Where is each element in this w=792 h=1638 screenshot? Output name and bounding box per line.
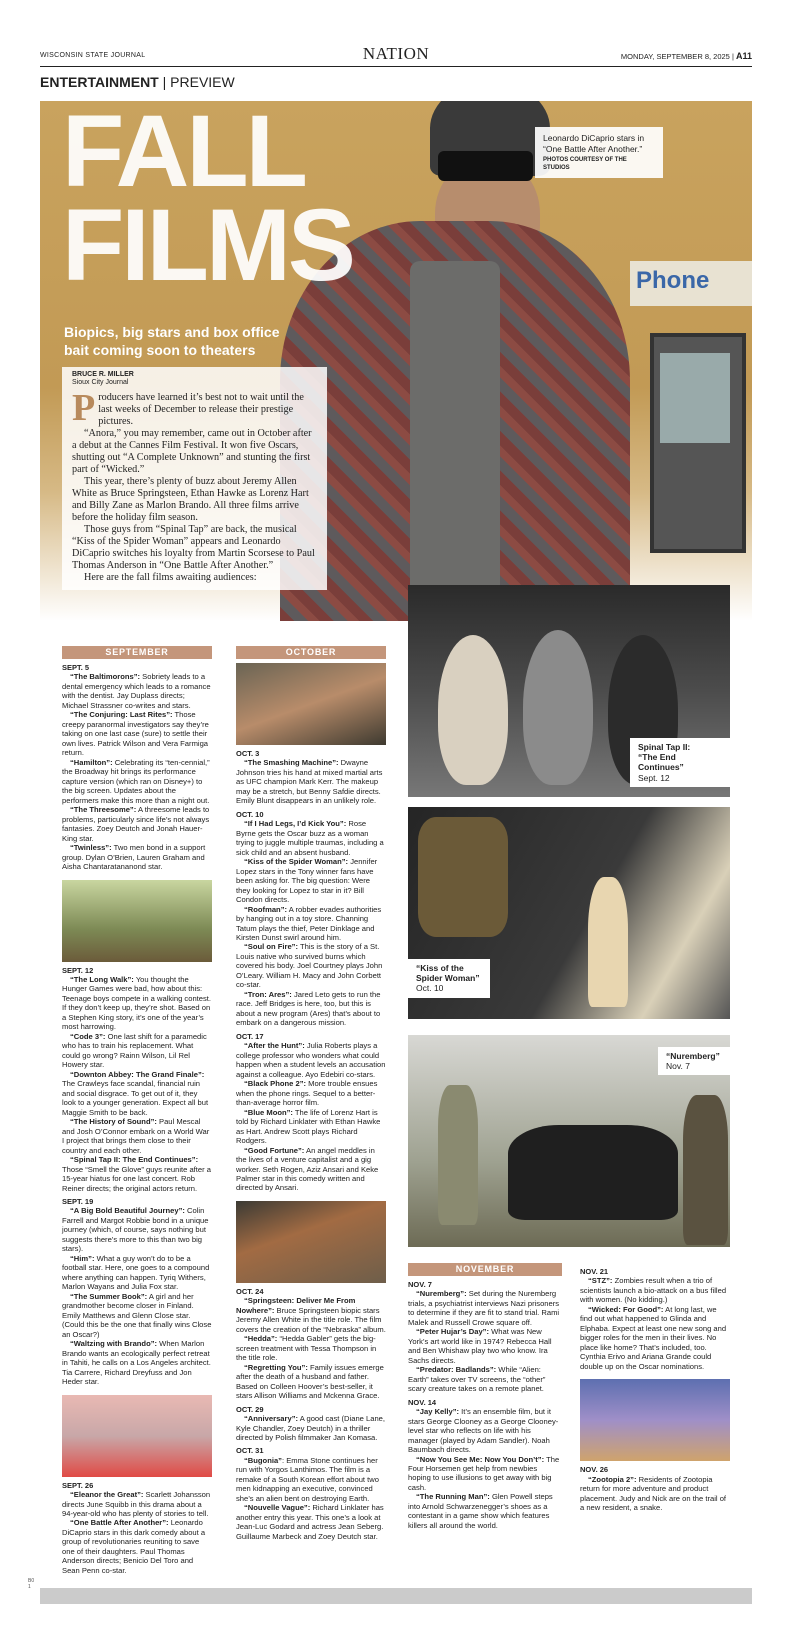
- film-description: Dwayne Johnson tries his hand at mixed martial arts as UFC champion Mark Kerr. The makeup may be a stretch, but Benny Safdie directs. Emily Blunt disappears in an unlikely role.: [236, 758, 383, 806]
- film-description: “Hedda Gabler” gets the big-screen treatment with Tessa Thompson in the title role.: [236, 1334, 377, 1363]
- film-title: “Him”:: [70, 1253, 95, 1263]
- film-entry: [236, 1363, 386, 1401]
- film-description: Richard Linklater has another entry this year. This one’s a look at Jean-Luc Godard and actress Jean Seberg. Guillaume Marbeck and Zoey Deutch star.: [236, 1503, 384, 1541]
- film-list: [580, 1276, 730, 1371]
- film-entry: [62, 843, 212, 871]
- payphone-panel: [660, 353, 730, 443]
- film-title: “Downton Abbey: The Grand Finale”:: [70, 1069, 205, 1079]
- intro-paragraph: “Anora,” you may remember, came out in October after a debut at the Cannes Film Festival. It won five Oscars, shutting out “A Complete Unknown” and stunting the first part of “Wicked.”: [72, 427, 312, 475]
- film-description: When Marlon Brando wants an ecologically perfect retreat in Tahiti, he calls on a Los Angeles architect. Tia Carrere, Richard Dreyfuss and Jon Heder star.: [62, 1339, 211, 1387]
- photo-caption: Leonardo DiCaprio stars in “One Battle After Another.”: [543, 133, 645, 154]
- film-entry: [236, 1146, 386, 1193]
- film-description: Set during the Nuremberg trials, a psychiatrist interviews Nazi prisoners to determine if they are fit to stand trial. Rami Malek and Russell Crowe square off.: [408, 1289, 560, 1327]
- film-entry: [408, 1327, 562, 1365]
- film-list: [62, 1206, 212, 1386]
- section-label-sub: PREVIEW: [170, 74, 235, 90]
- smashing-machine-photo: [236, 663, 386, 745]
- film-title: “Kiss of the Spider Woman”:: [244, 857, 349, 867]
- header-separator: |: [731, 52, 734, 61]
- film-description: Jared Leto gets to run the race. Jeff Bridges is here, too, but this is about a new program (Ares) that’s about to embark on a dangerous mission.: [236, 989, 381, 1028]
- film-title: “STZ”:: [588, 1276, 613, 1286]
- film-title: “Predator: Badlands”:: [416, 1365, 497, 1375]
- film-title: “Nouvelle Vague”:: [244, 1503, 311, 1513]
- film-entry: [236, 1041, 386, 1079]
- film-description: A good cast (Diane Lane, Kyle Chandler, Zoey Deutch) in a thriller directed by Polish filmmaker Jan Komasa.: [236, 1414, 385, 1442]
- film-description: The Crawleys face scandal, financial ruin and social disgrace. To get out of it, they look to a younger generation. Expect all but Maggie Smith to be back.: [62, 1079, 209, 1117]
- phone-sign: Phone: [630, 261, 752, 306]
- film-title: “Anniversary”:: [244, 1414, 299, 1424]
- film-description: : Emma Stone continues her run with Yorgos Lanthimos. The film is a remake of a South Korean effort about two men kidnapping an executive, convinced she’s an alien bent on destroying Earth.: [236, 1455, 379, 1503]
- film-list: [236, 758, 386, 805]
- film-title: “Hedda”:: [244, 1334, 278, 1344]
- film-description: What was New York’s art world like in 1974? Rebecca Hall and Ben Whishaw play two who know. Ira Sachs directs.: [408, 1327, 552, 1365]
- film-title: “The Conjuring: Last Rites”:: [70, 710, 173, 720]
- film-list: [580, 1475, 730, 1513]
- nuremberg-photo: [408, 1035, 730, 1247]
- film-entry: [62, 975, 212, 1032]
- film-title: “Roofman”:: [244, 904, 288, 914]
- intro-paragraph: Producers have learned it’s best not to wait until the last weeks of December to release their prestige pictures.: [72, 386, 304, 429]
- photo-credit: PHOTOS COURTESY OF THE STUDIOS: [543, 157, 627, 171]
- section-label-separator: |: [162, 74, 167, 90]
- film-entry: [236, 905, 386, 943]
- september-column: [62, 646, 212, 1575]
- film-entry: [236, 1503, 386, 1541]
- film-list: [62, 1490, 212, 1575]
- page-number: A11: [735, 51, 752, 61]
- film-description: The life of Lorenz Hart is told by Richard Linklater with Ethan Hawke as Hart. Andrew Scott plays Richard Rodgers.: [236, 1107, 381, 1146]
- date-heading: SEPT. 19: [62, 1197, 94, 1207]
- film-entry: [62, 1206, 212, 1253]
- film-description: Two men bond in a support group. Dylan O’Brien, Lauren Graham and Aisha Chantaratananond star.: [62, 843, 206, 872]
- film-title: “After the Hunt”:: [244, 1041, 305, 1051]
- film-description: Zombies result when a trio of scientists launch a bio-attack on a bus filled with women. (No kidding.): [580, 1276, 727, 1305]
- month-header-november: NOVEMBER: [408, 1263, 562, 1276]
- film-title: “Eleanor the Great”:: [70, 1490, 144, 1500]
- date-heading: OCT. 31: [236, 1446, 264, 1456]
- film-entry: [62, 1339, 212, 1386]
- long-walk-photo: [62, 880, 212, 962]
- dancer: [588, 877, 628, 1007]
- month-header-september: SEPTEMBER: [62, 646, 212, 659]
- film-description: Colin Farrell and Margot Robbie bond in a unique journey (which, of course, says nothing but suggests there’s more to this than two big stars).: [62, 1206, 209, 1254]
- film-entry: [236, 819, 386, 857]
- kiss-spider-woman-caption: “Kiss of the Spider Woman” Oct. 10: [408, 959, 490, 998]
- intro-paragraph: Those guys from “Spinal Tap” are back, the musical “Kiss of the Spider Woman” appears and Leonardo DiCaprio switches his loyalty from Martin Scorsese to Paul Thomas Anderson in “One Battle After Another.”: [72, 523, 315, 571]
- film-entry: [408, 1365, 562, 1393]
- film-title: “Springsteen: Deliver Me From Nowhere”:: [236, 1296, 356, 1315]
- film-list: [236, 819, 386, 1028]
- film-entry: [580, 1276, 730, 1304]
- film-description: Jennifer Lopez stars in the Tony winner fans have been asking for. The big question: Were they looking for Lopez to star in it? Bill Condon directs.: [236, 857, 378, 905]
- film-description: Residents of Zootopia return for more adventure and product placement. Judy and Nick are on the trail of a new resident, a snake.: [580, 1474, 727, 1513]
- film-description: One last shift for a paramedic who has to train his replacement. What could go wrong? Rainn Wilson, Lil Rel Howery star.: [62, 1031, 207, 1070]
- film-title: “Now You See Me: Now You Don’t”:: [416, 1454, 545, 1464]
- date-heading: OCT. 29: [236, 1404, 264, 1414]
- film-list: [236, 1296, 386, 1400]
- film-entry: [62, 805, 212, 843]
- film-entry: [62, 1292, 212, 1339]
- film-title: “Jay Kelly”:: [416, 1407, 460, 1417]
- film-title: “The Summer Book”:: [70, 1291, 148, 1301]
- film-list: [62, 672, 212, 871]
- film-description: Bruce Springsteen biopic stars Jeremy Allen White in the title role. The film covers the creation of the “Nebraska” album.: [236, 1305, 386, 1334]
- hero-subtitle: Biopics, big stars and box office bait coming soon to theaters: [64, 324, 280, 359]
- date-heading: OCT. 24: [236, 1286, 264, 1296]
- film-title: “If I Had Legs, I’d Kick You”:: [244, 819, 347, 829]
- film-title: “The Long Walk”:: [70, 974, 134, 984]
- film-title: “Peter Hujar’s Day”:: [416, 1327, 490, 1337]
- film-description: Leonardo DiCaprio stars in this dark comedy about a group of revolutionaries reuniting to save one of their daughters. Paul Thomas Anderson directs; Benicio Del Toro and Sean Penn co-star.: [62, 1518, 206, 1575]
- zootopia-photo: [580, 1379, 730, 1461]
- film-description: It’s an ensemble film, but it stars George Clooney as a George Clooney-level star who reflects on life with his manager (played by Adam Sandler). Noah Baumbach directs.: [408, 1407, 559, 1455]
- film-title: “Good Fortune”:: [244, 1145, 305, 1155]
- issue-date: MONDAY, SEPTEMBER 8, 2025: [620, 52, 730, 61]
- film-description: Glen Powell steps into Arnold Schwarzenegger’s shoes as a contestant in a game show which features killers all around the world.: [408, 1492, 553, 1530]
- film-title: “The Threesome”:: [70, 805, 137, 815]
- film-entry: [408, 1492, 562, 1530]
- section-label-main: ENTERTAINMENT: [40, 74, 159, 90]
- film-entry: [236, 1414, 386, 1442]
- header-rule: [40, 66, 752, 67]
- intro-paragraph: Here are the fall films awaiting audiences:: [84, 571, 257, 583]
- section-label: [40, 74, 235, 90]
- film-entry: [236, 1079, 386, 1107]
- eleanor-photo: [62, 1395, 212, 1477]
- film-list: [408, 1289, 562, 1393]
- kiss-spider-woman-photo: [408, 807, 730, 1019]
- intro-paragraph: This year, there’s plenty of buzz about Jeremy Allen White as Bruce Springsteen, Ethan Hawke as Lorenz Hart and Billy Zane as Marlon Brando. All three films arrive before the holiday film season.: [72, 475, 309, 523]
- page-code: B0 1: [28, 1578, 35, 1590]
- film-description: Celebrating its “ten-cennial,” the Broadway hit brings its performance capture version (which ran on Disney+) to the big screen. Updates about the performers make this more than a night out.: [62, 757, 210, 805]
- date-heading: NOV. 7: [408, 1280, 432, 1289]
- film-description: Scarlett Johansson directs June Squibb in this drama about a 94-year-old who has plenty of stories to tell.: [62, 1490, 211, 1518]
- film-entry: [62, 1155, 212, 1193]
- film-title: “Hamilton”:: [70, 757, 113, 767]
- date-heading: SEPT. 5: [62, 663, 90, 672]
- hero-title: FALL FILMS: [62, 101, 353, 302]
- film-entry: [236, 758, 386, 805]
- section-name: NATION: [362, 44, 430, 63]
- month-header-october: OCTOBER: [236, 646, 386, 659]
- film-description: Julia Roberts plays a college professor who wonders what could happen when a student levels an accusation against a colleague. Ayo Edebiri co-stars.: [236, 1041, 386, 1079]
- october-column: [236, 646, 386, 1541]
- vintage-car: [508, 1125, 678, 1220]
- date-heading: SEPT. 26: [62, 1480, 94, 1490]
- film-entry: [62, 1070, 212, 1117]
- page-info: [621, 51, 752, 61]
- film-description: A girl and her grandmother become closer in Finland. Emily Matthews and Glenn Close star. (Could this be the one that finally wins Close an Oscar?): [62, 1291, 212, 1339]
- film-description: A robber evades authorities by hanging out in a toy store. Channing Tatum plays the thief, Peter Dinklage and Kirsten Dunst swirl around him.: [236, 904, 382, 942]
- film-description: Family issues emerge after the death of a husband and father. Based on Colleen Hoover’s best-seller, it stars Allison Williams and Mckenna Grace.: [236, 1362, 384, 1401]
- film-entry: [236, 942, 386, 989]
- byline: [72, 371, 317, 388]
- november-column-2: [580, 1263, 730, 1513]
- byline-outlet: Sioux City Journal: [72, 379, 129, 387]
- film-title: “One Battle After Another”:: [70, 1518, 169, 1528]
- film-list: [62, 975, 212, 1193]
- film-description: Paul Mescal and Josh O’Connor embark on a World War I project that brings them close to their country and each other.: [62, 1117, 210, 1155]
- spinal-tap-photo: [408, 585, 730, 797]
- film-entry: [236, 857, 386, 904]
- film-entry: [236, 1108, 386, 1146]
- officer: [438, 1085, 478, 1225]
- film-list: [236, 1456, 386, 1541]
- film-title: “The Smashing Machine”:: [244, 758, 339, 768]
- camera-rig: [418, 817, 508, 937]
- film-description: The Four Horsemen get help from newbies hoping to use illusions to get away with big cash.: [408, 1454, 560, 1492]
- date-heading: NOV. 26: [580, 1465, 609, 1475]
- film-title: “The History of Sound”:: [70, 1117, 157, 1127]
- film-title: “Tron: Ares”:: [244, 989, 292, 999]
- film-title: “The Running Man”:: [416, 1492, 490, 1502]
- film-title: “Twinless”:: [70, 843, 112, 853]
- film-description: Those “Smell the Glove” guys reunite after a 15-year hiatus for one last concert. Rob Reiner directs; the original actors return.: [62, 1164, 211, 1193]
- photo-caption-box: [535, 127, 663, 178]
- film-title: “Zootopia 2”:: [588, 1474, 637, 1484]
- film-entry: [62, 1254, 212, 1292]
- film-entry: [62, 758, 212, 805]
- figure-sunglasses: [438, 151, 533, 181]
- drop-cap: P: [72, 386, 96, 429]
- film-title: “A Big Bold Beautiful Journey”:: [70, 1206, 185, 1216]
- film-description: More trouble ensues when the phone rings. Sequel to a better-than-average horror film.: [236, 1079, 378, 1108]
- date-heading: OCT. 17: [236, 1031, 264, 1041]
- intro-article: [62, 367, 327, 590]
- film-list: [236, 1414, 386, 1442]
- film-entry: [408, 1289, 562, 1327]
- november-column: [408, 1263, 562, 1530]
- film-title: “Blue Moon”:: [244, 1107, 293, 1117]
- paper-name: WISCONSIN STATE JOURNAL: [40, 52, 146, 59]
- date-heading: NOV. 14: [408, 1397, 437, 1407]
- spinal-tap-caption: Spinal Tap II: “The End Continues” Sept. 12: [630, 738, 730, 787]
- film-description: What a guy won’t do to be a football star. Here, one goes to a compound where anything can happen. Tyriq Withers, Marlon Wayans and Julia Fox star.: [62, 1253, 210, 1292]
- film-title: “Soul on Fire”:: [244, 942, 298, 952]
- film-entry: [408, 1407, 562, 1454]
- film-entry: [62, 1032, 212, 1070]
- film-title: “Nuremberg”:: [416, 1289, 467, 1299]
- film-entry: [408, 1455, 562, 1493]
- film-entry: [580, 1475, 730, 1513]
- date-heading: NOV. 21: [580, 1267, 609, 1276]
- film-description: An angel meddles in the lives of a venture capitalist and a gig worker. Seth Rogen, Aziz Ansari and Keke Palmer star in this comedy written and directed by Ansari.: [236, 1145, 379, 1193]
- film-entry: [236, 1456, 386, 1503]
- film-entry: [62, 1518, 212, 1575]
- date-heading: SEPT. 12: [62, 965, 94, 975]
- nuremberg-caption: “Nuremberg” Nov. 7: [658, 1047, 730, 1075]
- film-entry: [236, 990, 386, 1028]
- byline-author: BRUCE R. MILLER: [72, 371, 134, 378]
- film-title: “Bugonia”: [244, 1455, 282, 1465]
- film-description: A threesome leads to problems, particularly since life’s not always fantasies. Zoey Deutch and Jonah Hauer-King star.: [62, 805, 210, 843]
- film-title: “Waltzing with Brando”:: [70, 1339, 158, 1349]
- film-description: Those creepy paranormal investigators say they’re taking on one last case (sure) to settle their own lives. Patrick Wilson and Vera Farmiga return.: [62, 710, 209, 758]
- footer-bar: [40, 1588, 752, 1604]
- film-title: “Spinal Tap II: The End Continues”:: [70, 1155, 199, 1165]
- film-entry: [236, 1296, 386, 1334]
- film-title: “Code 3”:: [70, 1031, 106, 1041]
- film-entry: [236, 1334, 386, 1362]
- soldier: [683, 1095, 728, 1245]
- date-heading: OCT. 3: [236, 749, 260, 758]
- film-title: “Wicked: For Good”:: [588, 1304, 664, 1314]
- film-list: [236, 1041, 386, 1193]
- figure-2: [523, 630, 593, 785]
- figure-1: [438, 635, 508, 785]
- film-entry: [580, 1305, 730, 1371]
- film-list: [408, 1407, 562, 1530]
- film-description: Rose Byrne gets the Oscar buzz as a woman trying to juggle multiple traumas, including a sick child and an absent husband.: [236, 819, 384, 857]
- film-entry: [62, 1117, 212, 1155]
- figure-tshirt: [410, 261, 500, 621]
- film-entry: [62, 672, 212, 710]
- film-title: “Black Phone 2”:: [244, 1079, 307, 1089]
- film-title: “The Baltimorons”:: [70, 672, 141, 682]
- date-heading: OCT. 10: [236, 809, 264, 819]
- film-description: At long last, we find out what happened to Glinda and Elphaba. Expect at least one new song and bigger roles for the men in their lives. No place like home? That’s included, too. Cynthia Erivo and Ariana Grande could double up on the Oscar nominations.: [580, 1304, 727, 1371]
- film-title: “Regretting You”:: [244, 1362, 308, 1372]
- film-description: While “Alien: Earth” takes over TV screens, the “other” scary creature takes on a remote planet.: [408, 1365, 546, 1394]
- springsteen-photo: [236, 1201, 386, 1283]
- film-entry: [62, 1490, 212, 1518]
- film-description: You thought the Hunger Games were bad, how about this: Teenage boys compete in a walking contest. If they don’t keep up, they’re shot. Based on a Stephen King story, it’s one of the year’s most harrowing.: [62, 974, 212, 1032]
- film-entry: [62, 710, 212, 757]
- film-description: Sobriety leads to a dental emergency which leads to a romance with the dentist. Jay Duplass directs; Michael Strassner co-writes and stars.: [62, 672, 211, 710]
- film-description: This is the story of a St. Louis native who survived burns which covered his body. Joel Courtney plays John O’Leary. William H. Macy and John Corbett co-star.: [236, 942, 383, 990]
